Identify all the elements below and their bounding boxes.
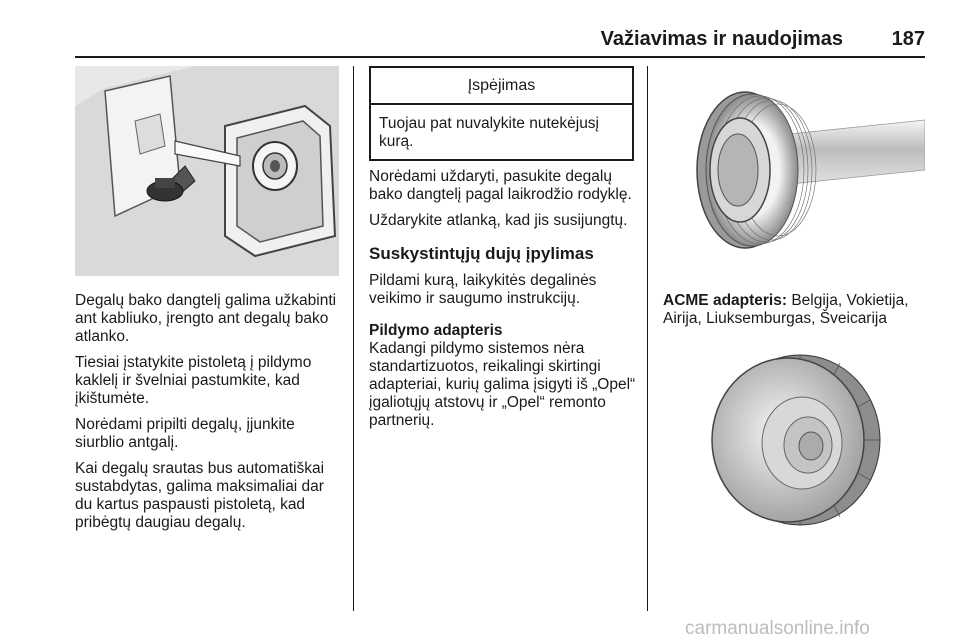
paragraph: Uždarykite atlanką, kad jis susijungtų.	[369, 212, 628, 229]
column-divider-1	[353, 66, 354, 611]
caption-text: Belgija, Vokietija, Airija, Liuksemburgas, Šveicarija	[663, 292, 909, 327]
header-rule	[75, 56, 925, 58]
section-text: Pildami kurą, laikykitės degalinės veikimo ir saugumo instrukcijų.	[369, 272, 597, 307]
warning-title: Įspėjimas	[371, 68, 632, 105]
paragraph: Degalų bako dangtelį galima užkabinti ant kabliuko, įrengto ant degalų bako atlanko.	[75, 292, 337, 345]
paragraph: Norėdami uždaryti, pasukite degalų bako dangtelį pagal laikrodžio rodyklę.	[369, 168, 632, 203]
subheading: Pildymo adapteris	[369, 322, 503, 339]
page-title: Važiavimas ir naudojimas	[600, 28, 843, 50]
adapter-cap-illustration	[690, 345, 890, 530]
column-1	[75, 292, 343, 540]
page-header	[75, 28, 925, 52]
paragraph: Norėdami pripilti degalų, įjunkite siurblio antgalį.	[75, 416, 295, 451]
page-number: 187	[891, 28, 925, 50]
fuel-flap-illustration	[75, 66, 339, 276]
warning-text: Tuojau pat nuvalykite nutekėjusį kurą.	[379, 115, 600, 150]
column-divider-2	[647, 66, 648, 611]
paragraph: Kai degalų srautas bus automatiškai sustabdytas, galima maksimaliai dar du kartus paspausti pistoletą, kad pribėgtų daugiau degalų.	[75, 460, 325, 531]
sub-text: Kadangi pildymo sistemos nėra standartizuotos, reikalingi skirtingi adapteriai, kurių galima įsigyti iš „Opel“ įgaliotųjų atstovų ir „Opel“ remonto partnerių.	[369, 340, 636, 429]
column-2	[369, 168, 637, 438]
warning-box	[369, 66, 634, 161]
section-heading: Suskystintųjų dujų įpylimas	[369, 244, 594, 263]
paragraph: Tiesiai įstatykite pistoletą į pildymo kaklelį ir švelniai pastumkite, kad įkištumėte.	[75, 354, 312, 407]
acme-adapter-illustration	[690, 90, 925, 255]
caption-label: ACME adapteris:	[663, 292, 788, 309]
watermark: carmanualsonline.info	[685, 618, 870, 639]
column-3	[663, 292, 925, 336]
